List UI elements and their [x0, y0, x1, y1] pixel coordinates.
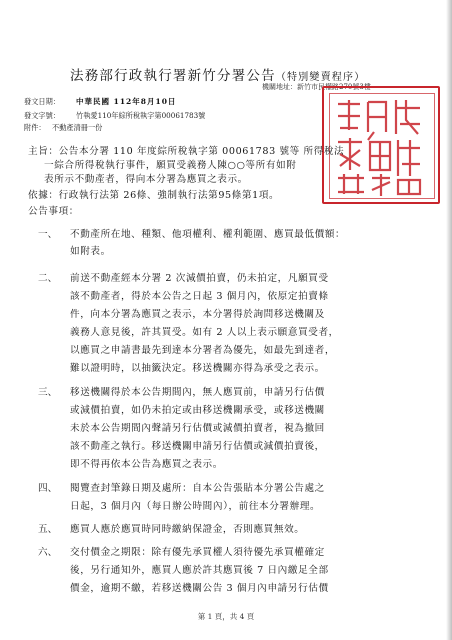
item-2-line-3: 件，向本分署為應買之表示，本分署得於詢問移送機關及 — [70, 309, 325, 320]
item-3-line-4: 該不動產之執行。移送機關申請另行估價或減價拍賣後， — [70, 441, 325, 452]
seal-glyph-strokes — [324, 88, 438, 202]
item-6-line-1: 交付價金之期限：除有優先承買權人須待優先承買權確定 — [70, 547, 325, 558]
item-5-line-1: 應買人應於應買時同時繳納保證金，否則應買無效。 — [70, 524, 305, 535]
number-label: 發文字號： — [24, 111, 60, 120]
date-value: 中華民國 112年8月10日 — [76, 97, 177, 106]
item-3-number: 三、 — [38, 387, 58, 398]
item-6-line-3: 價金，逾期不繳，若移送機關公告 3 個月內申請另行估價 — [70, 583, 329, 594]
attachment-label: 附件： — [24, 123, 46, 132]
scan-edge-shadow — [446, 0, 452, 640]
page-number: 第 1 頁，共 4 頁 — [197, 612, 255, 621]
item-5-number: 五、 — [38, 524, 58, 535]
date-label: 發文日期： — [24, 97, 60, 106]
item-1-number: 一、 — [38, 229, 58, 240]
items-heading: 公告事項： — [28, 206, 79, 217]
item-3-line-5: 即不得再依本公告為應買之表示。 — [70, 459, 223, 470]
official-seal — [322, 86, 440, 204]
subject-line-3: 表所示不動產者，得向本分署為應買之表示。 — [44, 174, 248, 185]
item-2-line-2: 該不動產者，得於本公告之日起 3 個月內，依原定拍賣條 — [70, 291, 329, 302]
item-2-line-1: 前送不動產經本分署 2 次減價拍賣，仍未拍定，凡願買受 — [70, 273, 329, 284]
item-3-line-1: 移送機關得於本公告期間內，無人應買前，申請另行估價 — [70, 387, 325, 398]
basis-line: 依據：行政執行法第 26條、強制執行法第95條第1項。 — [28, 190, 280, 201]
item-6-line-2: 後，另行通知外，應買人應於許其應買後 7 日內繳足全部 — [70, 565, 329, 576]
notice-title — [70, 64, 365, 84]
notice-title-text: 法務部行政執行署新竹分署公告 — [70, 68, 276, 84]
attachment-value: 不動產清冊一份 — [52, 123, 103, 132]
item-3-line-3: 未於本公告期間內聲請另行估價或減價拍賣者，視為撤回 — [70, 423, 325, 434]
item-1-line-2: 如附表。 — [70, 246, 111, 257]
item-4-line-2: 日起，3 個月內（每日辦公時間內），前往本分署辦理。 — [70, 501, 321, 512]
number-value: 竹執愛110年綜所稅執字第00061783號 — [76, 111, 206, 120]
item-2-number: 二、 — [38, 273, 58, 284]
subject-line-2: 一綜合所得稅執行事件，願買受義務人陳○○等所有如附 — [44, 160, 297, 171]
item-2-line-5: 以應買之申請書最先到達本分署者為優先，如最先到達者， — [70, 345, 336, 356]
address-value: 新竹市民權路270號3樓 — [297, 83, 371, 91]
address-label: 機關地址： — [262, 83, 297, 91]
item-6-number: 六、 — [38, 547, 58, 558]
subject-line-1: 主旨：公告本分署 110 年度綜所稅執字第 00061783 號等 所得稅法 — [28, 146, 345, 157]
notice-title-paren: （特別變賣程序） — [275, 72, 366, 83]
item-4-number: 四、 — [38, 483, 58, 494]
item-2-line-6: 難以證明時，以抽籤決定。移送機關亦得為承受之表示。 — [70, 363, 325, 374]
item-2-line-4: 義務人意見後，許其買受。如有 2 人以上表示願意買受者， — [70, 327, 339, 338]
item-3-line-2: 或減價拍賣，如仍未拍定或由移送機關承受，或移送機關 — [70, 405, 325, 416]
item-1-line-1: 不動產所在地、種類、他項權利、權利範圍、應買最低價額： — [70, 229, 346, 240]
item-4-line-1: 閱覽查封筆錄日期及處所：自本公告張貼本分署公告處之 — [70, 483, 325, 494]
